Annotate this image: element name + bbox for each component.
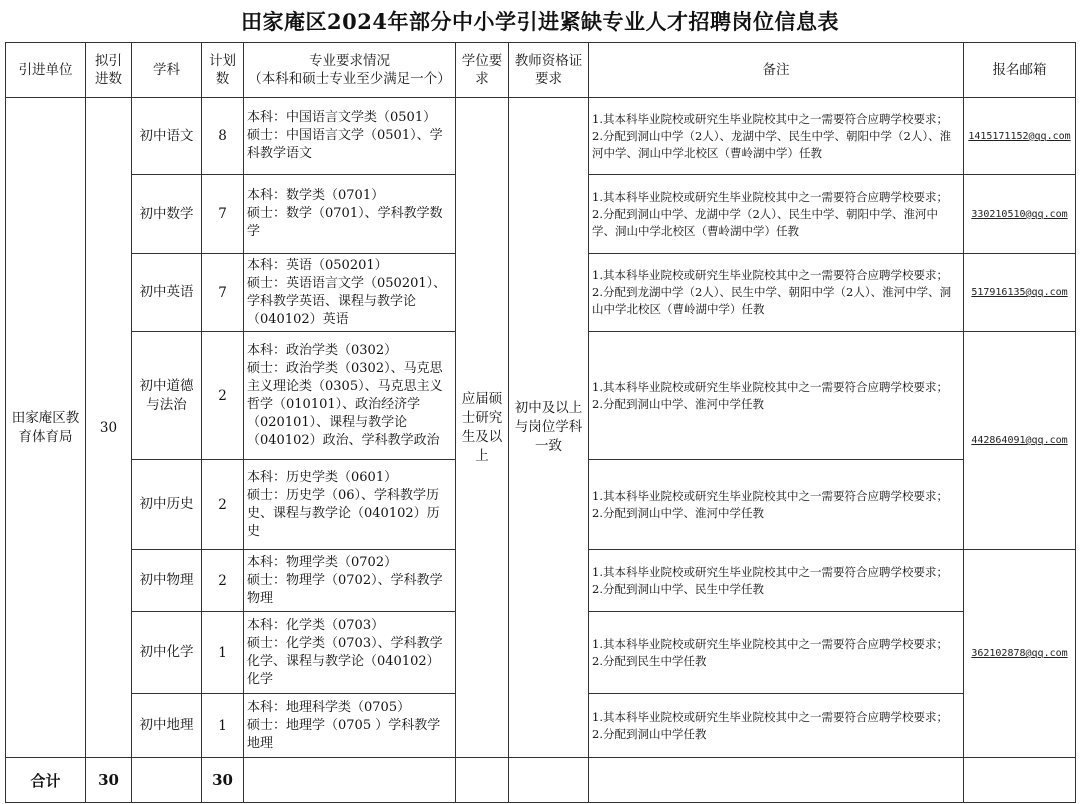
cert-requirement-cell: 初中及以上与岗位学科一致 bbox=[509, 98, 589, 758]
table-body bbox=[6, 98, 1076, 758]
total-label: 合计 bbox=[6, 758, 86, 803]
subject-cell: 初中化学 bbox=[132, 612, 202, 694]
subject-cell: 初中数学 bbox=[132, 175, 202, 254]
header-plan: 计划数 bbox=[202, 43, 244, 98]
note-cell: 1.其本科毕业院校或研究生毕业院校其中之一需要符合应聘学校要求； 2.分配到洞山中学、淮河中学任教 bbox=[589, 460, 964, 550]
email-link[interactable]: 517916135@qq.com bbox=[964, 254, 1076, 332]
subject-cell: 初中地理 bbox=[132, 694, 202, 758]
subject-cell: 初中语文 bbox=[132, 98, 202, 175]
note-cell: 1.其本科毕业院校或研究生毕业院校其中之一需要符合应聘学校要求； 2.分配到洞山中学任教 bbox=[589, 694, 964, 758]
table-row bbox=[6, 98, 1076, 175]
email-link[interactable]: 330210510@qq.com bbox=[964, 175, 1076, 254]
total-plan: 30 bbox=[202, 758, 244, 803]
total-empty-cert bbox=[509, 758, 589, 803]
page-title: 田家庵区2024年部分中小学引进紧缺专业人才招聘岗位信息表 bbox=[241, 9, 839, 34]
total-empty-degree bbox=[456, 758, 509, 803]
header-note: 备注 bbox=[589, 43, 964, 98]
note-cell: 1.其本科毕业院校或研究生毕业院校其中之一需要符合应聘学校要求； 2.分配到民生中学任教 bbox=[589, 612, 964, 694]
header-major bbox=[244, 43, 456, 98]
major-requirement-cell: 本科：中国语言文学类（0501） 硕士：中国语言文学（0501）、学科教学语文 bbox=[244, 98, 456, 175]
header-count: 拟引进数 bbox=[86, 43, 132, 98]
note-cell: 1.其本科毕业院校或研究生毕业院校其中之一需要符合应聘学校要求； 2.分配到洞山中学、民生中学任教 bbox=[589, 550, 964, 612]
plan-cell: 1 bbox=[202, 694, 244, 758]
recruitment-table bbox=[5, 42, 1076, 803]
email-link[interactable]: 1415171152@qq.com bbox=[964, 98, 1076, 175]
major-requirement-cell: 本科：英语（050201） 硕士：英语语言文学（050201）、学科教学英语、课程与教学论（040102）英语 bbox=[244, 254, 456, 332]
subject-cell: 初中物理 bbox=[132, 550, 202, 612]
plan-cell: 2 bbox=[202, 460, 244, 550]
major-requirement-cell: 本科：政治学类（0302） 硕士：政治学类（0302）、马克思主义理论类（0305）、马克思主义哲学（010101）、政治经济学（020101）、课程与教学论（040102）政治、学科教学政治 bbox=[244, 332, 456, 460]
subject-cell: 初中历史 bbox=[132, 460, 202, 550]
total-row bbox=[6, 758, 1076, 803]
plan-cell: 2 bbox=[202, 550, 244, 612]
major-requirement-cell: 本科：化学类（0703） 硕士：化学类（0703）、学科教学化学、课程与教学论（040102）化学 bbox=[244, 612, 456, 694]
note-cell: 1.其本科毕业院校或研究生毕业院校其中之一需要符合应聘学校要求； 2.分配到洞山中学（2人）、龙湖中学、民生中学、朝阳中学（2人）、淮河中学、洞山中学北校区（曹岭湖中学）任教 bbox=[589, 98, 964, 175]
subject-cell: 初中英语 bbox=[132, 254, 202, 332]
header-subject: 学科 bbox=[132, 43, 202, 98]
header-cert: 教师资格证要求 bbox=[509, 43, 589, 98]
major-requirement-cell: 本科：数学类（0701） 硕士：数学（0701）、学科教学数学 bbox=[244, 175, 456, 254]
note-cell: 1.其本科毕业院校或研究生毕业院校其中之一需要符合应聘学校要求； 2.分配到洞山中学、龙湖中学（2人）、民生中学、朝阳中学、淮河中学、洞山中学北校区（曹岭湖中学）任教 bbox=[589, 175, 964, 254]
header-major-line2: （本科和硕士专业至少满足一个） bbox=[248, 71, 451, 87]
major-requirement-cell: 本科：地理科学类（0705） 硕士：地理学（0705 ）学科教学地理 bbox=[244, 694, 456, 758]
total-empty-major bbox=[244, 758, 456, 803]
major-requirement-cell: 本科：历史学类（0601） 硕士：历史学（06）、学科教学历史、课程与教学论（040102）历史 bbox=[244, 460, 456, 550]
header-degree: 学位要求 bbox=[456, 43, 509, 98]
total-empty-subject bbox=[132, 758, 202, 803]
plan-cell: 2 bbox=[202, 332, 244, 460]
subject-cell: 初中道德与法治 bbox=[132, 332, 202, 460]
total-count: 30 bbox=[86, 758, 132, 803]
plan-cell: 7 bbox=[202, 175, 244, 254]
major-requirement-cell: 本科：物理学类（0702） 硕士：物理学（0702）、学科教学物理 bbox=[244, 550, 456, 612]
header-row bbox=[6, 43, 1076, 98]
total-empty-note bbox=[589, 758, 964, 803]
header-unit: 引进单位 bbox=[6, 43, 86, 98]
note-cell: 1.其本科毕业院校或研究生毕业院校其中之一需要符合应聘学校要求； 2.分配到龙湖中学（2人）、民生中学、朝阳中学（2人）、淮河中学、洞山中学北校区（曹岭湖中学）任教 bbox=[589, 254, 964, 332]
header-email: 报名邮箱 bbox=[964, 43, 1076, 98]
total-empty-email bbox=[964, 758, 1076, 803]
note-cell: 1.其本科毕业院校或研究生毕业院校其中之一需要符合应聘学校要求； 2.分配到洞山中学、淮河中学任教 bbox=[589, 332, 964, 460]
unit-cell: 田家庵区教育体育局 bbox=[6, 98, 86, 758]
plan-cell: 1 bbox=[202, 612, 244, 694]
email-link[interactable]: 442864091@qq.com bbox=[964, 332, 1076, 550]
plan-cell: 8 bbox=[202, 98, 244, 175]
email-link[interactable]: 362102878@qq.com bbox=[964, 550, 1076, 758]
plan-cell: 7 bbox=[202, 254, 244, 332]
degree-requirement-cell: 应届硕士研究生及以上 bbox=[456, 98, 509, 758]
unit-count-cell: 30 bbox=[86, 98, 132, 758]
header-major-line1: 专业要求情况 bbox=[309, 53, 390, 69]
